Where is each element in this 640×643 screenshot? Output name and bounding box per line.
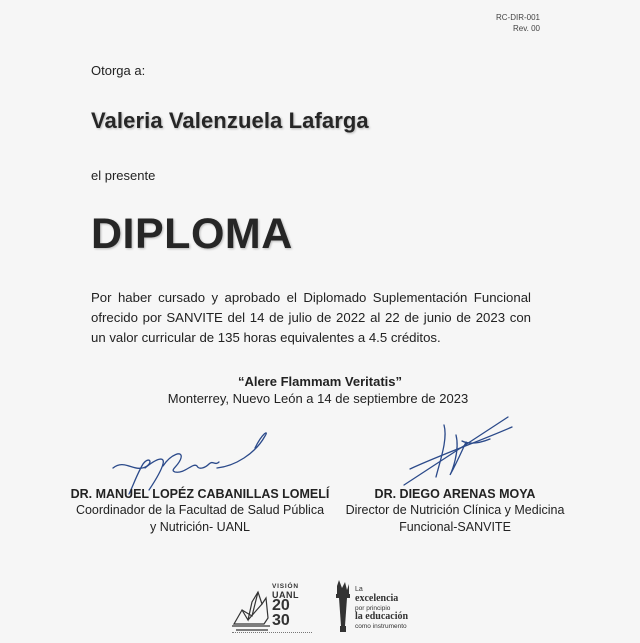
uanl-label: UANL bbox=[272, 590, 299, 600]
excelencia-line5: como instrumento bbox=[355, 623, 407, 630]
excelencia-line2: excelencia bbox=[355, 593, 399, 604]
document-revision: Rev. 00 bbox=[513, 24, 540, 33]
vision-uanl-2030-logo bbox=[228, 580, 318, 636]
signatory-1 bbox=[55, 486, 345, 536]
signatory-2 bbox=[340, 486, 570, 536]
place-date: Monterrey, Nuevo León a 14 de septiembre de 2023 bbox=[167, 391, 469, 406]
signatory-2-role-line2: Funcional-SANVITE bbox=[399, 520, 511, 534]
year-top-label: 20 bbox=[272, 597, 290, 614]
excelencia-line4: la educación bbox=[355, 611, 409, 622]
signatory-1-role-line2: y Nutrición- UANL bbox=[149, 520, 251, 534]
excelencia-line3: por principio bbox=[355, 605, 391, 612]
present-label: el presente bbox=[91, 168, 156, 183]
recipient-name: Valeria Valenzuela Lafarga bbox=[91, 108, 369, 133]
signatory-1-name: DR. MANUEL LOPÉZ CABANILLAS LOMELÍ bbox=[70, 487, 330, 501]
diploma-body-text: Por haber cursado y aprobado el Diplomado Suplementación Funcional ofrecido por SANVITE del 14 de julio de 2022 al 22 de junio de 2023 con un valor curricular de 135 horas equivalentes a 4.5 créditos. bbox=[91, 290, 531, 345]
signatory-1-role-line1: Coordinador de la Facultad de Salud Pública bbox=[75, 503, 325, 517]
diploma-title: DIPLOMA bbox=[91, 210, 293, 258]
signatory-2-role-line1: Director de Nutrición Clínica y Medicina bbox=[345, 503, 565, 517]
year-bottom-label: 30 bbox=[272, 612, 290, 629]
signature-2-icon bbox=[400, 405, 520, 490]
torch-icon bbox=[333, 578, 353, 638]
motto: “Alere Flammam Veritatis” bbox=[237, 374, 403, 389]
excelencia-logo bbox=[333, 578, 453, 638]
signatory-2-name: DR. DIEGO ARENAS MOYA bbox=[374, 487, 536, 501]
document-code-id: RC-DIR-001 bbox=[495, 13, 540, 22]
logo-fineprint bbox=[232, 632, 312, 634]
document-code bbox=[496, 12, 540, 34]
grant-label: Otorga a: bbox=[91, 63, 146, 78]
excelencia-line1: La bbox=[355, 586, 363, 593]
vision-label: VISIÓN bbox=[272, 583, 299, 590]
